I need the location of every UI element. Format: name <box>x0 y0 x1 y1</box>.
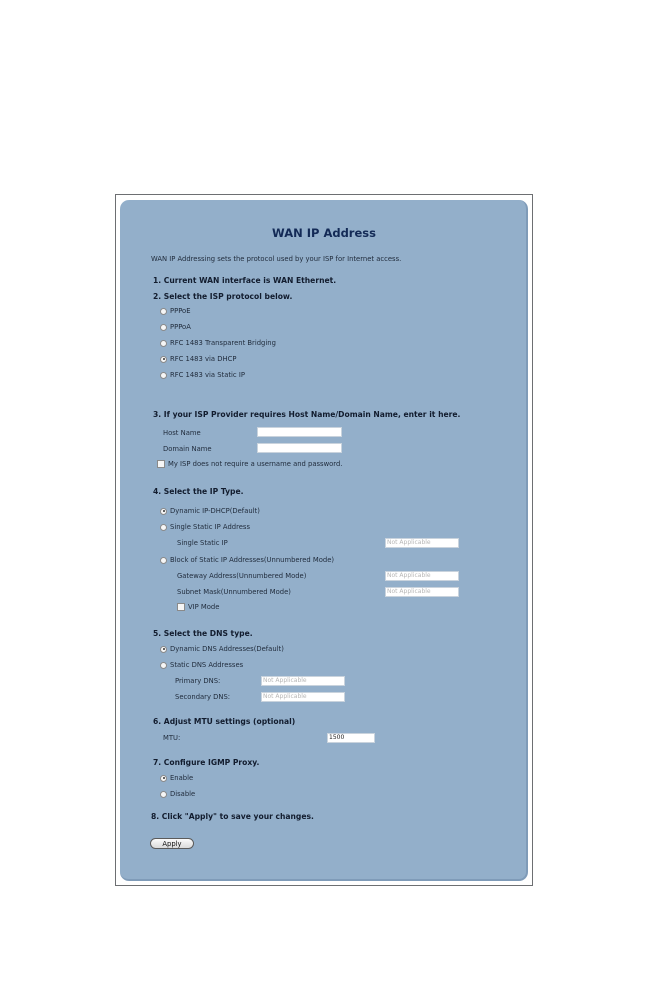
vip-mode-checkbox[interactable] <box>177 603 185 611</box>
radio-block-static-ip[interactable] <box>160 556 334 564</box>
step6-heading: 6. Adjust MTU settings (optional) <box>153 717 296 726</box>
vip-mode-label: VIP Mode <box>188 603 220 611</box>
radio-button[interactable] <box>160 356 167 363</box>
radio-label: RFC 1483 Transparent Bridging <box>170 339 276 347</box>
vip-mode-checkbox-row[interactable] <box>177 603 219 611</box>
radio-pppoa[interactable] <box>160 323 191 331</box>
radio-rfc1483-dhcp[interactable] <box>160 355 236 363</box>
radio-rfc1483-bridging[interactable] <box>160 339 276 347</box>
radio-label: PPPoE <box>170 307 191 315</box>
radio-rfc1483-static[interactable] <box>160 371 245 379</box>
domain-name-label: Domain Name <box>163 445 212 453</box>
secondary-dns-input[interactable]: Not Applicable <box>261 692 345 702</box>
wan-ip-window <box>115 194 533 886</box>
no-auth-checkbox-row[interactable] <box>157 460 342 468</box>
radio-label: Dynamic DNS Addresses(Default) <box>170 645 284 653</box>
single-static-ip-label: Single Static IP <box>177 539 228 547</box>
domain-name-input[interactable] <box>257 443 342 453</box>
radio-dynamic-ip[interactable] <box>160 507 260 515</box>
radio-pppoe[interactable] <box>160 307 191 315</box>
radio-button[interactable] <box>160 308 167 315</box>
step2-heading: 2. Select the ISP protocol below. <box>153 292 293 301</box>
single-static-ip-input[interactable]: Not Applicable <box>385 538 459 548</box>
step7-heading: 7. Configure IGMP Proxy. <box>153 758 260 767</box>
secondary-dns-label: Secondary DNS: <box>175 693 231 701</box>
radio-label: Single Static IP Address <box>170 523 250 531</box>
host-name-input[interactable] <box>257 427 342 437</box>
mtu-input[interactable]: 1500 <box>327 733 375 743</box>
primary-dns-input[interactable]: Not Applicable <box>261 676 345 686</box>
step8-heading: 8. Click "Apply" to save your changes. <box>151 812 314 821</box>
radio-button[interactable] <box>160 508 167 515</box>
step4-heading: 4. Select the IP Type. <box>153 487 244 496</box>
radio-dynamic-dns[interactable] <box>160 645 284 653</box>
radio-button[interactable] <box>160 791 167 798</box>
no-auth-label: My ISP does not require a username and password. <box>168 460 343 468</box>
mtu-label: MTU: <box>163 734 181 742</box>
radio-static-dns[interactable] <box>160 661 243 669</box>
radio-label: Disable <box>170 790 196 798</box>
apply-button[interactable]: Apply <box>150 838 194 849</box>
subnet-mask-input[interactable]: Not Applicable <box>385 587 459 597</box>
gateway-address-label: Gateway Address(Unnumbered Mode) <box>177 572 307 580</box>
radio-label: RFC 1483 via Static IP <box>170 371 245 379</box>
radio-button[interactable] <box>160 557 167 564</box>
step5-heading: 5. Select the DNS type. <box>153 629 253 638</box>
radio-label: Dynamic IP-DHCP(Default) <box>170 507 260 515</box>
radio-label: Static DNS Addresses <box>170 661 244 669</box>
radio-single-static-ip[interactable] <box>160 523 250 531</box>
radio-label: RFC 1483 via DHCP <box>170 355 237 363</box>
radio-button[interactable] <box>160 340 167 347</box>
radio-button[interactable] <box>160 662 167 669</box>
radio-label: Enable <box>170 774 194 782</box>
radio-igmp-enable[interactable] <box>160 774 193 782</box>
host-name-label: Host Name <box>163 429 201 437</box>
radio-label: PPPoA <box>170 323 191 331</box>
radio-igmp-disable[interactable] <box>160 790 195 798</box>
page-title: WAN IP Address <box>272 226 376 240</box>
radio-button[interactable] <box>160 775 167 782</box>
radio-button[interactable] <box>160 524 167 531</box>
gateway-address-input[interactable]: Not Applicable <box>385 571 459 581</box>
radio-button[interactable] <box>160 324 167 331</box>
radio-button[interactable] <box>160 646 167 653</box>
settings-panel <box>120 200 528 881</box>
radio-label: Block of Static IP Addresses(Unnumbered Mode) <box>170 556 335 564</box>
subnet-mask-label: Subnet Mask(Unnumbered Mode) <box>177 588 291 596</box>
radio-button[interactable] <box>160 372 167 379</box>
step3-heading: 3. If your ISP Provider requires Host Name/Domain Name, enter it here. <box>153 410 461 419</box>
primary-dns-label: Primary DNS: <box>175 677 221 685</box>
page-description: WAN IP Addressing sets the protocol used by your ISP for Internet access. <box>151 255 402 263</box>
step1-heading: 1. Current WAN interface is WAN Ethernet. <box>153 276 337 285</box>
no-auth-checkbox[interactable] <box>157 460 165 468</box>
